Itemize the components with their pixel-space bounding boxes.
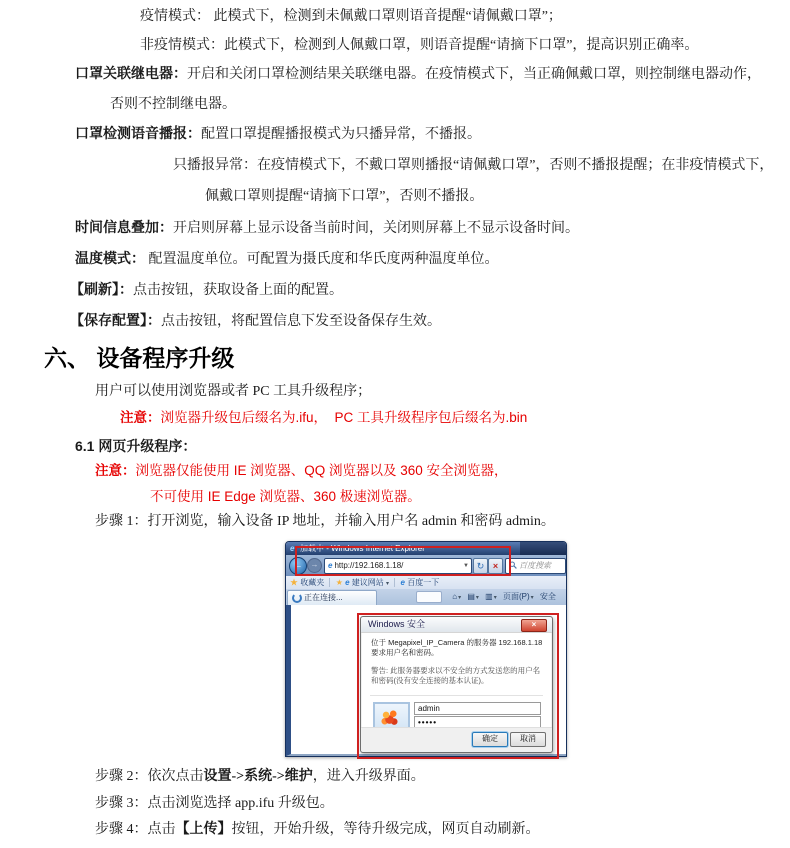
print-icon: ▥ <box>485 592 493 601</box>
note-browser-support-1: 注意：浏览器仅能使用 IE 浏览器、QQ 浏览器以及 360 安全浏览器， <box>95 463 508 478</box>
para-refresh-button: 【刷新】：点击按钮，获取设备上面的配置。 <box>70 283 343 298</box>
web-slice-label: 百度一下 <box>407 578 440 587</box>
page-menu-label: 页面(P) <box>502 592 530 601</box>
forward-icon: → <box>307 558 322 573</box>
para-epidemic-mode: 疫情模式： 此模式下，检测到未佩戴口罩则语音提醒“请佩戴口罩”； <box>140 9 562 24</box>
para-upgrade-intro: 用户可以使用浏览器或者 PC 工具升级程序； <box>95 384 372 399</box>
ie-logo-icon: e <box>290 544 295 553</box>
safety-menu-label: 安全 <box>539 592 556 601</box>
annotation-box-security-dialog <box>357 613 559 759</box>
loading-spinner-icon <box>292 593 302 603</box>
favbar-divider <box>329 578 330 587</box>
para-temperature-mode: 温度模式： 配置温度单位。可配置为摄氏度和华氏度两种温度单位。 <box>75 252 499 267</box>
para-step-4: 步骤 4：点击【上传】按钮，开始升级，等待升级完成，网页自动刷新。 <box>95 822 540 837</box>
ie-favorites-bar <box>286 576 566 590</box>
search-box <box>505 558 566 574</box>
dialog-title: Windows 安全 <box>368 619 426 629</box>
para-non-epidemic-mode: 非疫情模式：此模式下，检测到人佩戴口罩，则语音提醒“请摘下口罩”，提高识别正确率。 <box>140 38 699 53</box>
favorites-label: 收藏夹 <box>300 578 325 587</box>
password-field: ••••• <box>414 716 541 729</box>
para-abnormal-only: 只播报异常：在疫情模式下，不戴口罩则播报“请佩戴口罩”，否则不播报提醒；在非疫情模式下， <box>173 158 774 173</box>
suggested-sites-label: 建议网站 <box>351 578 384 587</box>
para-abnormal-only-cont: 佩戴口罩则提醒“请摘下口罩”，否则不播报。 <box>205 189 484 204</box>
subsection-web-upgrade: 6.1 网页升级程序： <box>75 438 197 454</box>
para-time-overlay: 时间信息叠加：开启则屏幕上显示设备当前时间，关闭则屏幕上不显示设备时间。 <box>75 221 579 236</box>
stop-icon: × <box>488 558 503 574</box>
annotation-box-address-bar <box>295 546 511 576</box>
cancel-button: 取消 <box>510 732 546 747</box>
section-heading-upgrade: 六、 设备程序升级 <box>44 345 235 371</box>
para-step-3: 步骤 3：点击浏览选择 app.ifu 升级包。 <box>95 796 334 811</box>
username-field: admin <box>414 702 541 715</box>
quick-tabs-box <box>416 591 442 603</box>
ie-command-bar <box>416 590 566 604</box>
dialog-warning: 警告: 此服务器要求以不安全的方式发送您的用户名和密码(没有安全连接的基本认证)。 <box>371 666 541 685</box>
tab-label: 正在连接... <box>304 593 343 602</box>
favbar-divider-2 <box>394 578 395 587</box>
browser-tab <box>287 590 377 606</box>
para-step-1: 步骤 1：打开浏览，输入设备 IP 地址，并输入用户名 admin 和密码 admin。 <box>95 514 555 529</box>
suggested-ie-icon: e <box>345 578 350 587</box>
feeds-icon: ▤ <box>467 592 475 601</box>
window-controls-region <box>520 542 566 555</box>
slice-ie-icon: e <box>400 578 405 587</box>
suggested-caret-icon: ▾ <box>386 581 390 587</box>
para-mask-relay: 口罩关联继电器：开启和关闭口罩检测结果关联继电器。在疫情模式下，当正确佩戴口罩，则控制继电器动作， <box>75 67 761 82</box>
para-step-2: 步骤 2：依次点击设置->系统->维护，进入升级界面。 <box>95 769 425 784</box>
back-icon: ← <box>289 557 307 575</box>
note-browser-support-2: 不可使用 IE Edge 浏览器、360 极速浏览器。 <box>150 489 421 504</box>
home-caret-icon: ▾ <box>458 595 462 601</box>
note-upgrade-suffix: 注意：浏览器升级包后缀名为.ifu， PC 工具升级程序包后缀名为.bin <box>120 410 528 425</box>
print-caret-icon: ▾ <box>493 595 497 601</box>
feeds-caret-icon: ▾ <box>475 595 479 601</box>
favorites-star-icon: ★ <box>290 578 298 587</box>
page-caret-icon: ▾ <box>530 595 534 601</box>
para-voice-broadcast: 口罩检测语音播报：配置口罩提醒播报模式为只播异常，不播报。 <box>75 127 481 142</box>
ie-favicon-icon: e <box>328 561 333 570</box>
home-icon: ⌂ <box>452 592 458 601</box>
suggested-star-icon: ★ <box>335 578 343 587</box>
close-icon: × <box>521 619 547 632</box>
para-mask-relay-cont: 否则不控制继电器。 <box>110 97 236 112</box>
search-text: 百度搜索 <box>519 561 551 570</box>
address-url: http://192.168.1.18/ <box>334 561 404 570</box>
dialog-message: 位于 Megapixel_IP_Camera 的服务器 192.168.1.18 要求用户名和密码。 <box>371 638 543 657</box>
ie-tab-bar <box>286 589 566 605</box>
refresh-icon: ↻ <box>473 558 488 574</box>
para-save-config-button: 【保存配置】：点击按钮，将配置信息下发至设备保存生效。 <box>70 314 441 329</box>
ie-window-title: 加载中 - Windows Internet Explorer <box>300 544 425 553</box>
address-dropdown-icon: ▼ <box>463 563 469 569</box>
ok-button: 确定 <box>472 732 508 747</box>
